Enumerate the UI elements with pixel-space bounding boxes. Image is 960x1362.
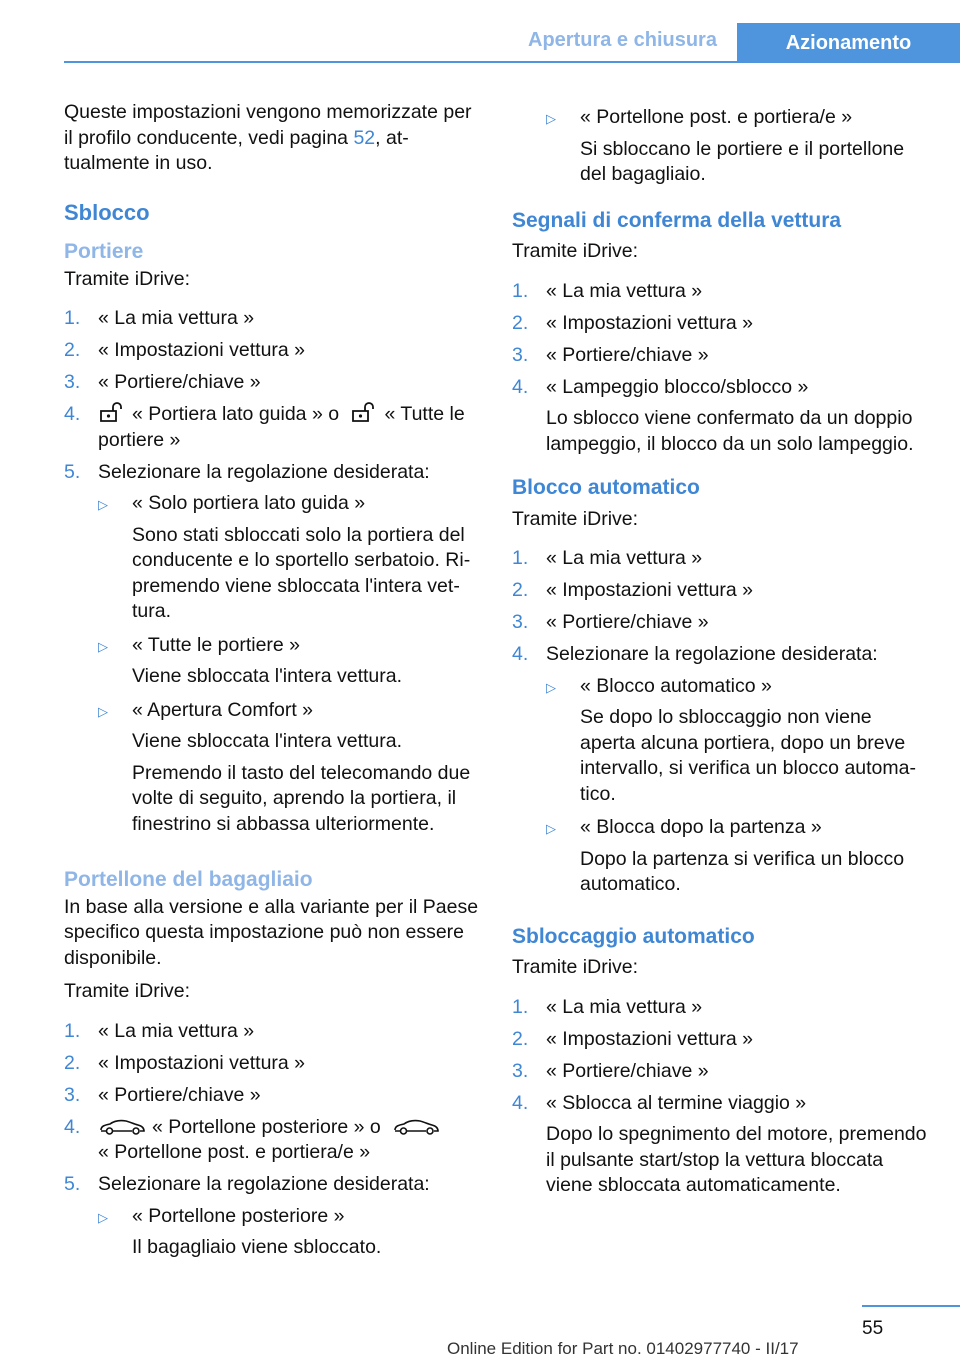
list-item: ▷ « Apertura Comfort » Viene sbloccata l'intera vettura. Premendo il tasto del telecomando due volte di seguito, aprendo la portiera, il finestrino si abbassa ulteriormente.: [98, 698, 484, 838]
portiere-via: Tramite iDrive:: [64, 267, 191, 290]
sbloccaggio-steps: [512, 995, 932, 1199]
list-item: 1. « La mia vettura »: [512, 995, 703, 1018]
header-rule: [64, 61, 960, 63]
list-item: ▷ « Blocca dopo la partenza » Dopo la partenza si verifica un blocco automatico.: [546, 815, 932, 898]
list-item: 3. « Portiere/chiave »: [512, 611, 709, 633]
heading-sbloccaggio: Sbloccaggio automatico: [512, 924, 755, 948]
heading-portellone: Portellone del bagagliaio: [64, 868, 313, 891]
heading-portiere: Portiere: [64, 240, 144, 263]
sbloccaggio-via: Tramite iDrive:: [512, 956, 639, 978]
triangle-bullet-icon: ▷: [98, 497, 108, 512]
list-item: 4. « Portellone posteriore » o « Portellone post. e portiera/e »: [64, 1115, 484, 1166]
left-column: [64, 100, 484, 1275]
list-item: 2. « Impostazioni vettura »: [512, 1027, 754, 1050]
car-icon: [98, 1117, 146, 1137]
unlock-icon: [98, 402, 126, 424]
list-item: 2. « Impostazioni vettura »: [512, 311, 754, 334]
continued-options: [546, 105, 932, 188]
segnali-steps: [512, 279, 932, 458]
list-item: 4. « Lampeggio blocco/sblocco » Lo sblocco viene confermato da un doppio lampeggio, il blocco da un solo lampeggio.: [512, 375, 914, 455]
header-tab: Azionamento: [737, 23, 960, 61]
triangle-bullet-icon: ▷: [98, 638, 108, 654]
list-item: 1. « La mia vettura »: [512, 279, 703, 302]
list-item: 4. « Sblocca al termine viaggio » Dopo lo spegnimento del motore, premendo il pulsante start/stop la vettura bloccata viene sbloccata automaticamente.: [512, 1091, 927, 1196]
unlock-icon: [350, 402, 378, 424]
list-item: 1. « La mia vettura »: [64, 1019, 255, 1042]
list-item: 3. « Portiere/chiave »: [64, 1083, 261, 1106]
portellone-note: In base alla versione e alla variante per il Paese specifico questa impostazione può non essere disponibile.: [64, 895, 479, 969]
list-item: ▷ « Portellone post. e portiera/e » Si sbloccano le portiere e il portellone del bagagliaio.: [546, 105, 932, 188]
portiere-steps: [64, 306, 484, 845]
heading-segnali: Segnali di conferma della vettura: [512, 208, 842, 232]
blocco-via: Tramite iDrive:: [512, 507, 639, 530]
blocco-options: [546, 674, 932, 898]
triangle-bullet-icon: ▷: [98, 703, 108, 719]
list-item: 3. « Portiere/chiave »: [64, 371, 261, 393]
intro-paragraph: Queste impostazioni vengono memorizzate per il profilo conducente, vedi pagina 52, attualmente in uso.: [64, 101, 472, 174]
list-item: 1. « La mia vettura »: [512, 547, 703, 569]
list-item: 1. « La mia vettura »: [64, 307, 255, 329]
list-item: 5. Selezionare la regolazione desiderata: ▷ « Solo portiera lato guida » Sono stati sbloccati solo la portiera del conducente e lo sportello serbatoio. Ripremendo viene sbloccata l'intera vettura. ▷ « Tutte le portiere » Viene sbloccata l'intera vettura. ▷ « Apertura Comfort » Viene sbloccata l'intera vettura. Premendo il tasto del telecomando due volte di seguito, aprendo la portiera, il finestrino si abbassa ulteriormente.: [64, 460, 484, 846]
list-item: 3. « Portiere/chiave »: [512, 343, 709, 366]
portellone-options: [98, 1204, 484, 1261]
list-item: 2. « Impostazioni vettura »: [64, 339, 306, 361]
list-item: 4. Selezionare la regolazione desiderata: ▷ « Blocco automatico » Se dopo lo sbloccaggio non viene aperta alcuna portiera, dopo un breve intervallo, si verifica un blocco automatico. ▷ « Blocca dopo la partenza » Dopo la partenza si verifica un blocco automatico.: [512, 642, 932, 906]
list-item: 2. « Impostazioni vettura »: [512, 579, 754, 601]
edition-line: Online Edition for Part no. 01402977740 - II/17: [447, 1339, 799, 1358]
header-section-title: Apertura e chiusura: [528, 29, 717, 51]
list-item: 4. « Portiera lato guida » o « Tutte le portiere »: [64, 403, 465, 451]
list-item: ▷ « Tutte le portiere » Viene sbloccata l'intera vettura.: [98, 633, 484, 690]
list-item: ▷ « Portellone posteriore » Il bagagliaio viene sbloccato.: [98, 1204, 484, 1261]
portiere-options: [98, 491, 484, 837]
portellone-steps: [64, 1019, 484, 1269]
page-number: 55: [862, 1318, 884, 1339]
triangle-bullet-icon: ▷: [546, 821, 556, 836]
heading-sblocco: Sblocco: [64, 199, 150, 225]
list-item: 2. « Impostazioni vettura »: [64, 1051, 306, 1074]
list-item: 3. « Portiere/chiave »: [512, 1059, 709, 1082]
portellone-via: Tramite iDrive:: [64, 980, 191, 1002]
list-item: ▷ « Solo portiera lato guida » Sono stati sbloccati solo la portiera del conducente e lo sportello serbatoio. Ripremendo viene sbloccata l'intera vettura.: [98, 491, 484, 625]
segnali-via: Tramite iDrive:: [512, 240, 639, 262]
footer-rule: [862, 1305, 960, 1307]
page-link[interactable]: 52: [353, 126, 376, 149]
triangle-bullet-icon: ▷: [546, 111, 556, 126]
list-item: ▷ « Blocco automatico » Se dopo lo sbloccaggio non viene aperta alcuna portiera, dopo un breve intervallo, si verifica un blocco automatico.: [546, 674, 932, 808]
list-item: 5. Selezionare la regolazione desiderata: ▷ « Portellone posteriore » Il bagagliaio viene sbloccato.: [64, 1172, 484, 1269]
car-icon: [392, 1117, 440, 1137]
right-column: [512, 100, 932, 1205]
triangle-bullet-icon: ▷: [98, 1209, 108, 1225]
heading-blocco: Blocco automatico: [512, 476, 700, 499]
triangle-bullet-icon: ▷: [546, 679, 556, 695]
blocco-steps: [512, 546, 932, 906]
